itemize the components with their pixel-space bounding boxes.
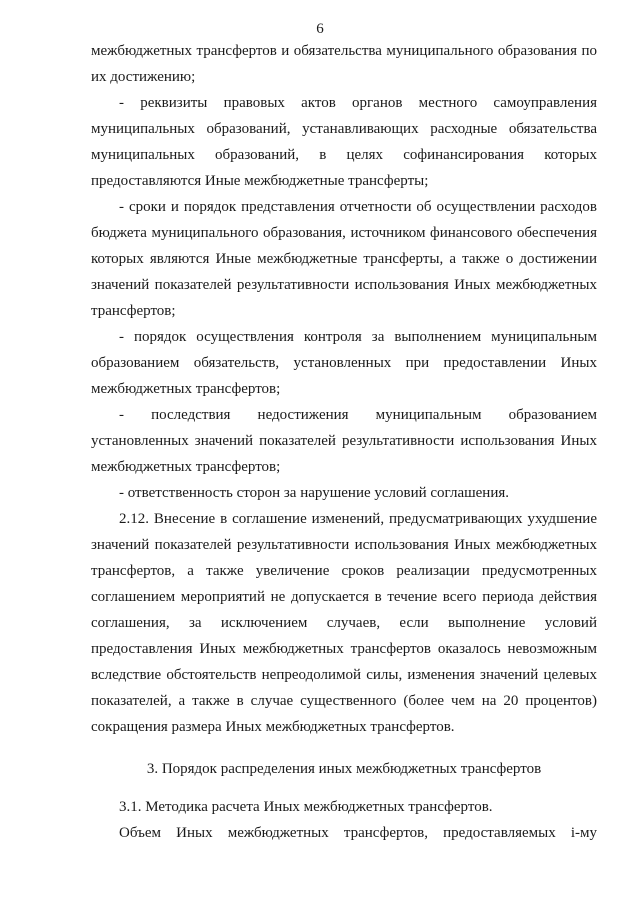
- subsection-heading: 3.1. Методика расчета Иных межбюджетных трансфертов.: [119, 799, 493, 815]
- document-body: [91, 38, 597, 846]
- section-heading: 3. Порядок распределения иных межбюджетных трансфертов: [146, 761, 542, 777]
- paragraph-legal-acts: - реквизиты правовых актов органов местного самоуправления муниципальных образований, устанавливающих расходные обязательства муниципальных образований, в целях софинансирования которых предоставляются Иные межбюджетные трансферты;: [91, 95, 597, 189]
- paragraph-responsibility: - ответственность сторон за нарушение условий соглашения.: [119, 485, 510, 501]
- paragraph-continuation: межбюджетных трансфертов и обязательства муниципального образования по их достижению;: [91, 43, 597, 85]
- page-number: 6: [316, 21, 324, 37]
- paragraph-consequences: - последствия недостижения муниципальным образованием установленных значений показателей результативности использования Иных межбюджетных трансфертов;: [91, 407, 597, 475]
- paragraph-control: - порядок осуществления контроля за выполнением муниципальным образованием обязательств, установленных при предоставлении Иных межбюджетных трансфертов;: [91, 329, 597, 397]
- paragraph-volume: Объем Иных межбюджетных трансфертов, предоставляемых i-му: [119, 825, 597, 841]
- paragraph-2-12: 2.12. Внесение в соглашение изменений, предусматривающих ухудшение значений показателей результативности использования Иных межбюджетных трансфертов, а также увеличение сроков реализации предусмотренных соглашением мероприятий не допускается в течение всего периода действия соглашения, за исключением случаев, если выполнение условий предоставления Иных межбюджетных трансфертов оказалось невозможным вследствие обстоятельств непреодолимой силы, изменения значений целевых показателей, а также в случае существенного (более чем на 20 процентов) сокращения размера Иных межбюджетных трансфертов.: [91, 511, 597, 735]
- paragraph-reporting: - сроки и порядок представления отчетности об осуществлении расходов бюджета муниципального образования, источником финансового обеспечения которых являются Иные межбюджетные трансферты, а также о достижении значений показателей результативности использования Иных межбюджетных трансфертов;: [91, 199, 597, 319]
